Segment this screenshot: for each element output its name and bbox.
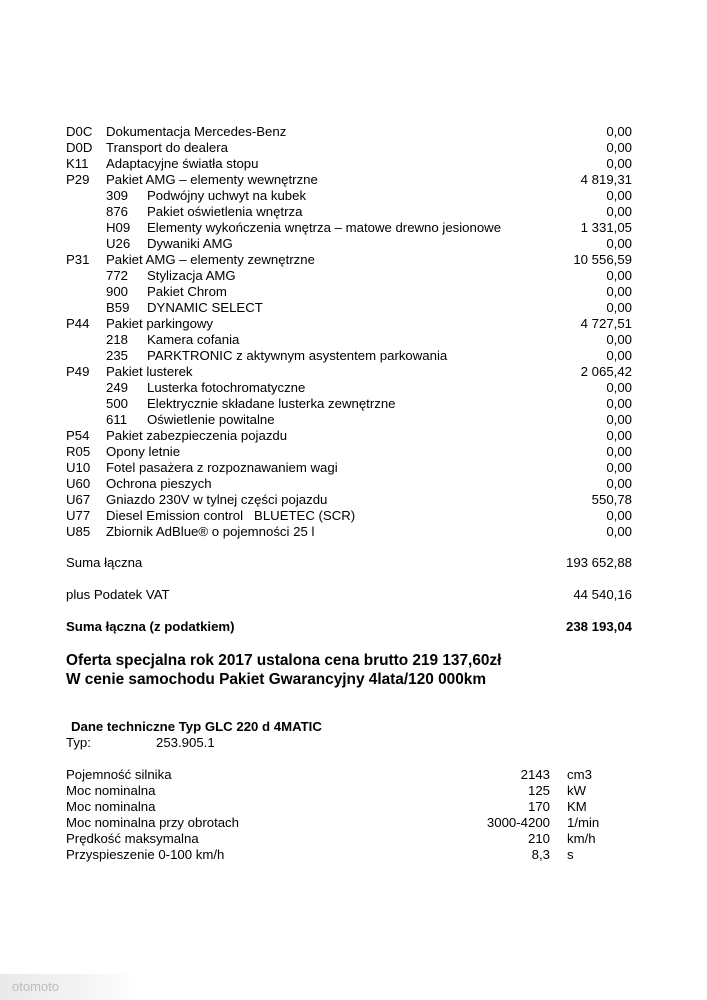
option-name: Transport do dealera xyxy=(106,140,228,155)
option-price: 1 331,05 xyxy=(580,220,632,235)
tech-spec-unit: cm3 xyxy=(567,767,592,782)
option-price: 0,00 xyxy=(606,156,632,171)
option-name: Adaptacyjne światła stopu xyxy=(106,156,259,171)
tech-spec-unit: km/h xyxy=(567,831,596,846)
option-code: H09 xyxy=(106,220,131,235)
option-code: U85 xyxy=(66,524,91,539)
equipment-row xyxy=(0,412,707,428)
option-code: K11 xyxy=(66,156,89,171)
equipment-row xyxy=(0,364,707,380)
tech-heading: Dane techniczne Typ GLC 220 d 4MATIC xyxy=(71,719,322,734)
option-code: U26 xyxy=(106,236,131,251)
tech-spec-unit: kW xyxy=(567,783,587,798)
option-price: 0,00 xyxy=(606,124,632,139)
option-name: Podwójny uchwyt na kubek xyxy=(147,188,307,203)
typ-label: Typ: xyxy=(66,735,91,750)
option-name: DYNAMIC SELECT xyxy=(147,300,263,315)
equipment-row xyxy=(0,508,707,524)
tech-spec-label: Moc nominalna xyxy=(66,783,156,798)
option-name: Oświetlenie powitalne xyxy=(147,412,275,427)
equipment-row xyxy=(0,204,707,220)
option-price: 0,00 xyxy=(606,428,632,443)
option-name: Pakiet Chrom xyxy=(147,284,227,299)
option-code: U67 xyxy=(66,492,91,507)
watermark-logo: otomoto xyxy=(0,974,140,1000)
equipment-row xyxy=(0,236,707,252)
option-name: Elektrycznie składane lusterka zewnętrzne xyxy=(147,396,396,411)
total-gross-row xyxy=(0,619,707,635)
tech-spec-unit: s xyxy=(567,847,574,862)
option-name: Stylizacja AMG xyxy=(147,268,236,283)
equipment-row xyxy=(0,172,707,188)
option-name: Diesel Emission control BLUETEC (SCR) xyxy=(106,508,356,523)
tech-spec-row xyxy=(0,783,707,799)
tech-spec-row xyxy=(0,831,707,847)
option-code: P31 xyxy=(66,252,90,267)
vat-value: 44 540,16 xyxy=(573,587,632,602)
option-code: U60 xyxy=(66,476,91,491)
option-price: 550,78 xyxy=(591,492,632,507)
tech-spec-label: Moc nominalna xyxy=(66,799,156,814)
equipment-row xyxy=(0,124,707,140)
option-price: 0,00 xyxy=(606,396,632,411)
option-code: P44 xyxy=(66,316,90,331)
typ-value: 253.905.1 xyxy=(156,735,215,750)
equipment-row xyxy=(0,492,707,508)
tech-spec-value: 125 xyxy=(527,783,550,798)
tech-spec-row xyxy=(0,815,707,831)
total-gross-value: 238 193,04 xyxy=(565,619,632,634)
option-name: Pakiet parkingowy xyxy=(106,316,214,331)
equipment-row xyxy=(0,188,707,204)
option-name: Gniazdo 230V w tylnej części pojazdu xyxy=(106,492,328,507)
equipment-row xyxy=(0,428,707,444)
equipment-row xyxy=(0,396,707,412)
option-code: 772 xyxy=(106,268,129,283)
option-code: B59 xyxy=(106,300,130,315)
option-code: 900 xyxy=(106,284,129,299)
option-code: P49 xyxy=(66,364,90,379)
option-code: 500 xyxy=(106,396,129,411)
option-code: R05 xyxy=(66,444,91,459)
tech-spec-row xyxy=(0,767,707,783)
option-name: Zbiornik AdBlue® o pojemności 25 l xyxy=(106,524,315,539)
tech-spec-label: Przyspieszenie 0-100 km/h xyxy=(66,847,225,862)
equipment-row xyxy=(0,476,707,492)
total-gross-label: Suma łączna (z podatkiem) xyxy=(66,619,235,634)
option-name: Lusterka fotochromatyczne xyxy=(147,380,306,395)
equipment-row xyxy=(0,268,707,284)
equipment-row xyxy=(0,300,707,316)
option-name: Dokumentacja Mercedes-Benz xyxy=(106,124,287,139)
option-price: 4 819,31 xyxy=(580,172,632,187)
option-name: Ochrona pieszych xyxy=(106,476,212,491)
option-price: 0,00 xyxy=(606,140,632,155)
equipment-row xyxy=(0,460,707,476)
option-price: 4 727,51 xyxy=(580,316,632,331)
option-price: 0,00 xyxy=(606,476,632,491)
option-price: 2 065,42 xyxy=(580,364,632,379)
vat-row xyxy=(0,587,707,603)
option-code: U10 xyxy=(66,460,91,475)
offer-line-1: Oferta specjalna rok 2017 ustalona cena brutto 219 137,60zł xyxy=(66,652,502,669)
option-name: Dywaniki AMG xyxy=(147,236,233,251)
vat-label: plus Podatek VAT xyxy=(66,587,170,602)
option-price: 0,00 xyxy=(606,460,632,475)
equipment-row xyxy=(0,444,707,460)
tech-spec-value: 210 xyxy=(527,831,550,846)
equipment-row xyxy=(0,524,707,540)
option-price: 0,00 xyxy=(606,332,632,347)
tech-spec-value: 2143 xyxy=(520,767,550,782)
tech-spec-value: 170 xyxy=(527,799,550,814)
option-code: P54 xyxy=(66,428,90,443)
option-price: 0,00 xyxy=(606,236,632,251)
tech-spec-value: 8,3 xyxy=(531,847,550,862)
option-price: 0,00 xyxy=(606,188,632,203)
tech-spec-label: Prędkość maksymalna xyxy=(66,831,199,846)
option-price: 0,00 xyxy=(606,508,632,523)
equipment-row xyxy=(0,140,707,156)
option-code: D0C xyxy=(66,124,93,139)
option-name: Elementy wykończenia wnętrza – matowe drewno jesionowe xyxy=(147,220,502,235)
option-price: 0,00 xyxy=(606,300,632,315)
typ-row xyxy=(0,735,707,751)
option-name: Kamera cofania xyxy=(147,332,240,347)
option-price: 10 556,59 xyxy=(573,252,632,267)
option-price: 0,00 xyxy=(606,204,632,219)
option-name: Pakiet oświetlenia wnętrza xyxy=(147,204,303,219)
option-name: Pakiet zabezpieczenia pojazdu xyxy=(106,428,288,443)
option-code: 218 xyxy=(106,332,129,347)
tech-spec-label: Pojemność silnika xyxy=(66,767,172,782)
equipment-row xyxy=(0,348,707,364)
tech-spec-label: Moc nominalna przy obrotach xyxy=(66,815,239,830)
option-code: 235 xyxy=(106,348,129,363)
option-price: 0,00 xyxy=(606,524,632,539)
option-name: Pakiet AMG – elementy zewnętrzne xyxy=(106,252,315,267)
option-price: 0,00 xyxy=(606,444,632,459)
option-code: 876 xyxy=(106,204,129,219)
tech-spec-value: 3000-4200 xyxy=(486,815,550,830)
option-name: Pakiet lusterek xyxy=(106,364,193,379)
equipment-row xyxy=(0,332,707,348)
equipment-row xyxy=(0,380,707,396)
option-name: PARKTRONIC z aktywnym asystentem parkowania xyxy=(147,348,448,363)
option-code: P29 xyxy=(66,172,90,187)
total-net-row xyxy=(0,555,707,571)
offer-line-2: W cenie samochodu Pakiet Gwarancyjny 4lata/120 000km xyxy=(66,671,487,688)
option-price: 0,00 xyxy=(606,268,632,283)
option-price: 0,00 xyxy=(606,348,632,363)
equipment-row xyxy=(0,316,707,332)
total-net-label: Suma łączna xyxy=(66,555,143,570)
option-price: 0,00 xyxy=(606,284,632,299)
option-name: Fotel pasażera z rozpoznawaniem wagi xyxy=(106,460,338,475)
equipment-row xyxy=(0,156,707,172)
equipment-row xyxy=(0,252,707,268)
tech-spec-row xyxy=(0,847,707,863)
total-net-value: 193 652,88 xyxy=(565,555,632,570)
option-name: Pakiet AMG – elementy wewnętrzne xyxy=(106,172,318,187)
option-code: 249 xyxy=(106,380,129,395)
tech-spec-unit: 1/min xyxy=(567,815,600,830)
equipment-row xyxy=(0,220,707,236)
option-price: 0,00 xyxy=(606,380,632,395)
option-name: Opony letnie xyxy=(106,444,181,459)
option-code: 309 xyxy=(106,188,129,203)
option-code: U77 xyxy=(66,508,91,523)
tech-spec-row xyxy=(0,799,707,815)
option-code: 611 xyxy=(106,412,128,427)
option-price: 0,00 xyxy=(606,412,632,427)
equipment-row xyxy=(0,284,707,300)
option-code: D0D xyxy=(66,140,93,155)
tech-spec-unit: KM xyxy=(567,799,587,814)
